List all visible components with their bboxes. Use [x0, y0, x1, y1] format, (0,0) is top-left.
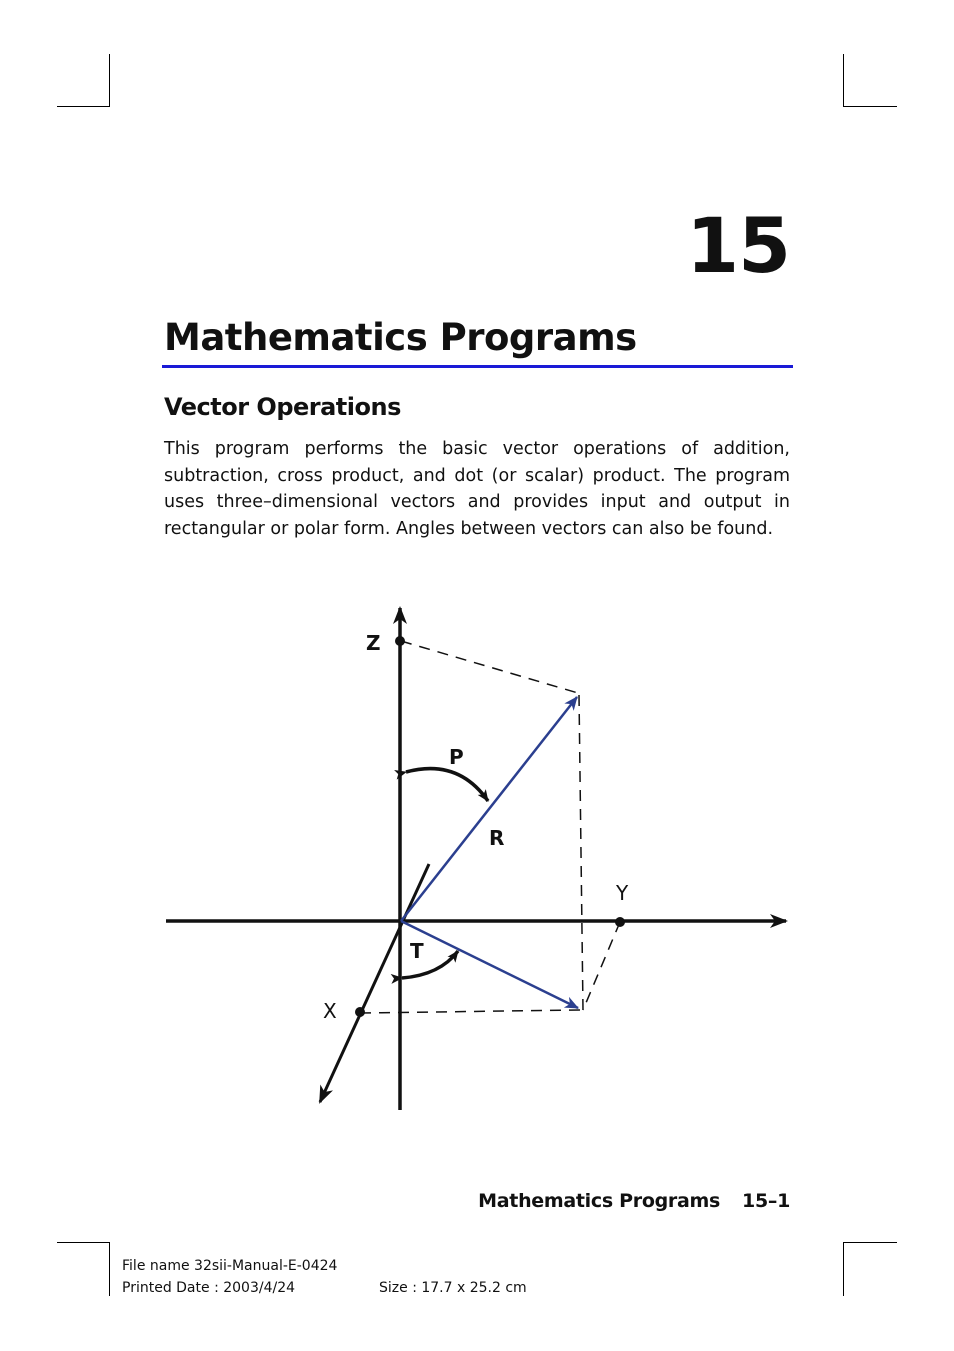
chapter-title: Mathematics Programs [164, 316, 637, 359]
vector-r [401, 697, 577, 921]
vector-projection [401, 921, 578, 1008]
footer-page-label [430, 1190, 790, 1212]
section-paragraph: This program performs the basic vector operations of addition, subtraction, cross product, and dot (or scalar) product. The program uses three–dimensional vectors and provides input and output in rectangular or polar form. Angles between vectors can also be found. [164, 439, 790, 539]
label-x: X [323, 999, 337, 1023]
x-axis [320, 864, 429, 1102]
label-t: T [410, 939, 424, 963]
section-title: Vector Operations [164, 393, 401, 421]
footer-section-name: Mathematics Programs [478, 1190, 721, 1212]
chapter-number: 15 [686, 201, 790, 290]
print-file-name: File name 32sii-Manual-E-0424 [122, 1258, 338, 1274]
arc-p [406, 769, 488, 801]
vectors [401, 697, 578, 1008]
footer-page-number: 15–1 [742, 1190, 790, 1212]
z-point [395, 636, 405, 646]
dashed-x-to-base [360, 1010, 580, 1013]
label-y: Y [616, 881, 629, 905]
dashed-y-to-base [583, 922, 620, 1010]
label-z: Z [366, 631, 381, 655]
axes [166, 608, 786, 1110]
dashed-tip-to-base [579, 695, 583, 1010]
x-point [355, 1007, 365, 1017]
y-point [615, 917, 625, 927]
label-p: P [449, 745, 464, 769]
dashed-z-to-tip [401, 641, 578, 693]
print-date: Printed Date : 2003/4/24 [122, 1280, 296, 1296]
label-r: R [489, 826, 505, 850]
print-size: Size : 17.7 x 25.2 cm [379, 1280, 527, 1296]
